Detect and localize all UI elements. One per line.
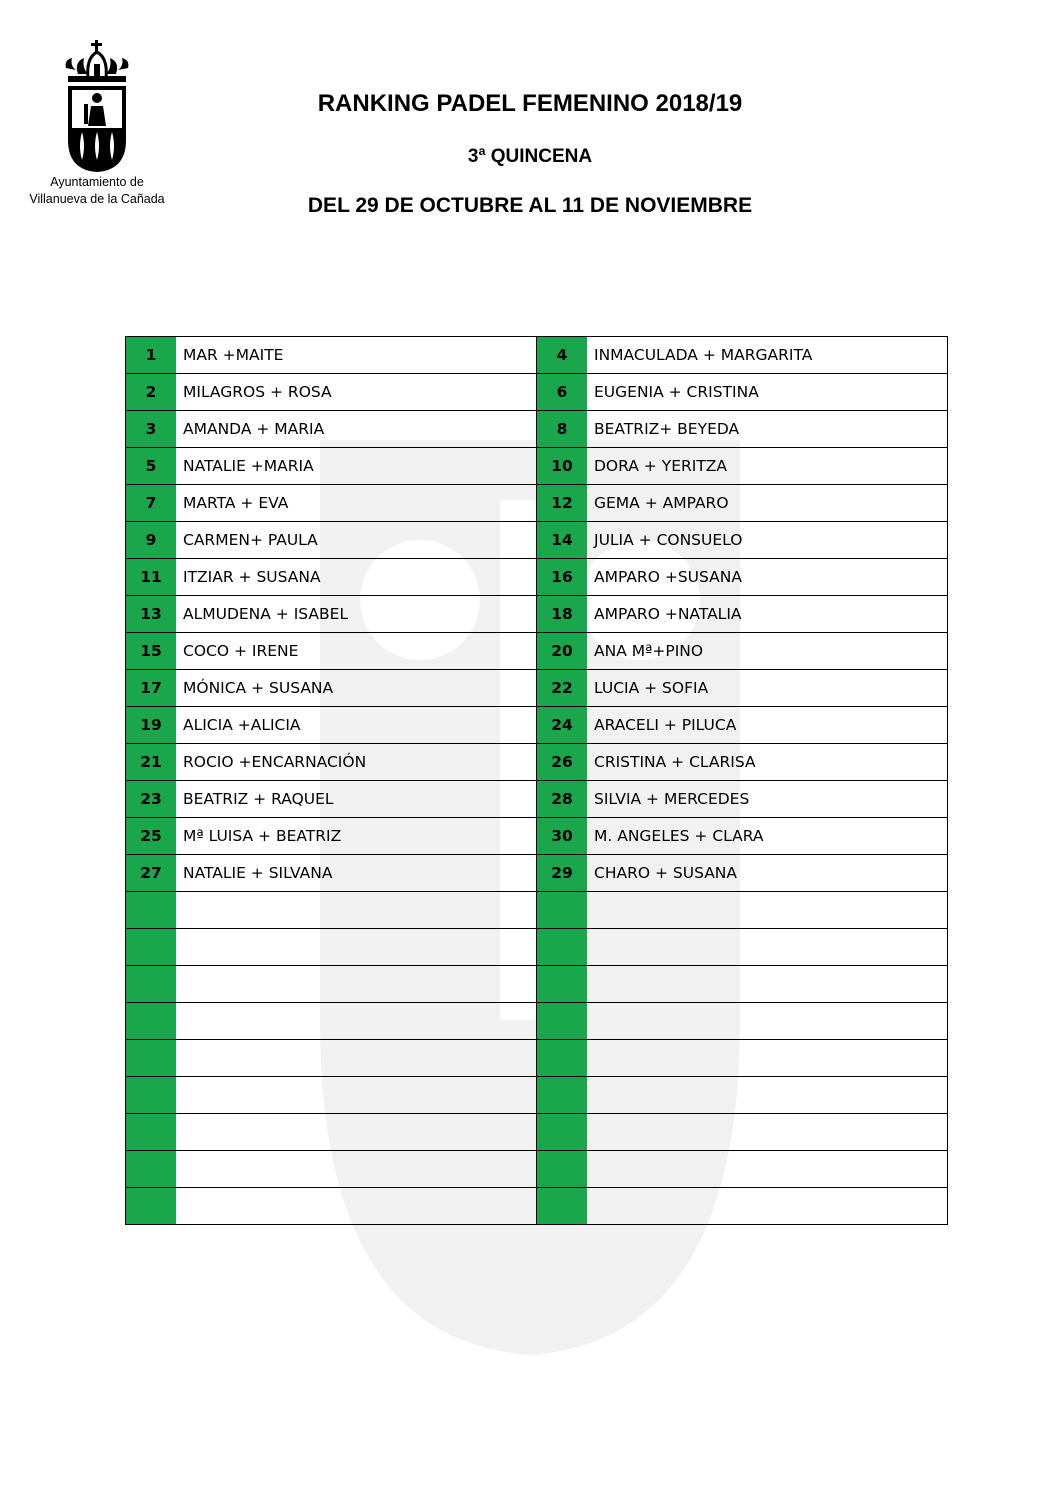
pair-name-left: Mª LUISA + BEATRIZ bbox=[176, 818, 537, 855]
rank-number-left: 9 bbox=[126, 522, 177, 559]
empty-rank-cell bbox=[126, 1151, 177, 1188]
empty-name-cell bbox=[176, 892, 537, 929]
rank-number-right: 8 bbox=[537, 411, 588, 448]
empty-rank-cell bbox=[126, 966, 177, 1003]
empty-name-cell bbox=[176, 1151, 537, 1188]
pair-name-right: ARACELI + PILUCA bbox=[587, 707, 948, 744]
pair-name-right: AMPARO +NATALIA bbox=[587, 596, 948, 633]
rank-number-left: 5 bbox=[126, 448, 177, 485]
table-row bbox=[126, 855, 948, 892]
table-row bbox=[126, 522, 948, 559]
rank-number-left: 27 bbox=[126, 855, 177, 892]
empty-rank-cell bbox=[537, 892, 588, 929]
empty-name-cell bbox=[587, 892, 948, 929]
ranking-table-body bbox=[126, 337, 948, 1225]
date-range: DEL 29 DE OCTUBRE AL 11 DE NOVIEMBRE bbox=[307, 194, 753, 217]
empty-name-cell bbox=[587, 966, 948, 1003]
rank-number-right: 30 bbox=[537, 818, 588, 855]
rank-number-right: 14 bbox=[537, 522, 588, 559]
rank-number-left: 1 bbox=[126, 337, 177, 374]
pair-name-left: ITZIAR + SUSANA bbox=[176, 559, 537, 596]
pair-name-right: SILVIA + MERCEDES bbox=[587, 781, 948, 818]
empty-name-cell bbox=[587, 1077, 948, 1114]
municipal-logo bbox=[16, 38, 178, 208]
rank-number-right: 4 bbox=[537, 337, 588, 374]
table-row bbox=[126, 337, 948, 374]
rank-number-left: 21 bbox=[126, 744, 177, 781]
pair-name-right: GEMA + AMPARO bbox=[587, 485, 948, 522]
empty-table-row bbox=[126, 1003, 948, 1040]
rank-number-right: 16 bbox=[537, 559, 588, 596]
pair-name-right: DORA + YERITZA bbox=[587, 448, 948, 485]
empty-name-cell bbox=[176, 929, 537, 966]
empty-rank-cell bbox=[537, 1114, 588, 1151]
pair-name-left: NATALIE + SILVANA bbox=[176, 855, 537, 892]
pair-name-left: MAR +MAITE bbox=[176, 337, 537, 374]
empty-name-cell bbox=[587, 1040, 948, 1077]
pair-name-left: ALICIA +ALICIA bbox=[176, 707, 537, 744]
empty-name-cell bbox=[176, 1040, 537, 1077]
rank-number-right: 18 bbox=[537, 596, 588, 633]
empty-table-row bbox=[126, 966, 948, 1003]
table-row bbox=[126, 633, 948, 670]
org-name-line1: Ayuntamiento de bbox=[50, 175, 144, 189]
pair-name-right: AMPARO +SUSANA bbox=[587, 559, 948, 596]
pair-name-left: ALMUDENA + ISABEL bbox=[176, 596, 537, 633]
empty-rank-cell bbox=[537, 966, 588, 1003]
empty-name-cell bbox=[176, 1114, 537, 1151]
empty-table-row bbox=[126, 1040, 948, 1077]
table-row bbox=[126, 596, 948, 633]
table-row bbox=[126, 781, 948, 818]
empty-table-row bbox=[126, 1114, 948, 1151]
empty-name-cell bbox=[587, 1151, 948, 1188]
table-row bbox=[126, 485, 948, 522]
empty-name-cell bbox=[176, 966, 537, 1003]
rank-number-left: 7 bbox=[126, 485, 177, 522]
empty-name-cell bbox=[176, 1077, 537, 1114]
table-row bbox=[126, 707, 948, 744]
pair-name-right: M. ANGELES + CLARA bbox=[587, 818, 948, 855]
empty-rank-cell bbox=[126, 929, 177, 966]
empty-rank-cell bbox=[537, 1188, 588, 1225]
empty-table-row bbox=[126, 1188, 948, 1225]
org-name-line2: Villanueva de la Cañada bbox=[29, 192, 165, 206]
pair-name-left: NATALIE +MARIA bbox=[176, 448, 537, 485]
ranking-table bbox=[125, 336, 948, 1225]
pair-name-right: EUGENIA + CRISTINA bbox=[587, 374, 948, 411]
pair-name-left: CARMEN+ PAULA bbox=[176, 522, 537, 559]
rank-number-left: 11 bbox=[126, 559, 177, 596]
page-title: RANKING PADEL FEMENINO 2018/19 bbox=[317, 90, 743, 117]
empty-table-row bbox=[126, 929, 948, 966]
table-row bbox=[126, 448, 948, 485]
rank-number-left: 2 bbox=[126, 374, 177, 411]
rank-number-right: 24 bbox=[537, 707, 588, 744]
empty-name-cell bbox=[587, 1003, 948, 1040]
rank-number-left: 23 bbox=[126, 781, 177, 818]
empty-rank-cell bbox=[126, 1188, 177, 1225]
rank-number-right: 29 bbox=[537, 855, 588, 892]
empty-rank-cell bbox=[126, 892, 177, 929]
empty-rank-cell bbox=[126, 1003, 177, 1040]
empty-rank-cell bbox=[537, 1077, 588, 1114]
coat-of-arms-icon bbox=[58, 38, 136, 174]
table-row bbox=[126, 670, 948, 707]
pair-name-left: MARTA + EVA bbox=[176, 485, 537, 522]
rank-number-left: 25 bbox=[126, 818, 177, 855]
empty-name-cell bbox=[587, 1188, 948, 1225]
rank-number-left: 3 bbox=[126, 411, 177, 448]
pair-name-left: ROCIO +ENCARNACIÓN bbox=[176, 744, 537, 781]
table-row bbox=[126, 559, 948, 596]
rank-number-left: 13 bbox=[126, 596, 177, 633]
empty-table-row bbox=[126, 892, 948, 929]
pair-name-left: MILAGROS + ROSA bbox=[176, 374, 537, 411]
rank-number-right: 22 bbox=[537, 670, 588, 707]
page-subtitle: 3ª QUINCENA bbox=[467, 146, 593, 167]
pair-name-right: CRISTINA + CLARISA bbox=[587, 744, 948, 781]
rank-number-right: 6 bbox=[537, 374, 588, 411]
pair-name-right: INMACULADA + MARGARITA bbox=[587, 337, 948, 374]
empty-rank-cell bbox=[126, 1114, 177, 1151]
pair-name-right: BEATRIZ+ BEYEDA bbox=[587, 411, 948, 448]
empty-rank-cell bbox=[537, 1003, 588, 1040]
pair-name-right: CHARO + SUSANA bbox=[587, 855, 948, 892]
empty-name-cell bbox=[176, 1188, 537, 1225]
empty-rank-cell bbox=[537, 929, 588, 966]
rank-number-left: 19 bbox=[126, 707, 177, 744]
empty-table-row bbox=[126, 1077, 948, 1114]
rank-number-right: 20 bbox=[537, 633, 588, 670]
rank-number-right: 26 bbox=[537, 744, 588, 781]
rank-number-right: 28 bbox=[537, 781, 588, 818]
pair-name-right: JULIA + CONSUELO bbox=[587, 522, 948, 559]
pair-name-right: ANA Mª+PINO bbox=[587, 633, 948, 670]
empty-rank-cell bbox=[126, 1040, 177, 1077]
empty-name-cell bbox=[587, 929, 948, 966]
pair-name-left: AMANDA + MARIA bbox=[176, 411, 537, 448]
empty-rank-cell bbox=[537, 1040, 588, 1077]
table-row bbox=[126, 818, 948, 855]
rank-number-right: 10 bbox=[537, 448, 588, 485]
empty-rank-cell bbox=[537, 1151, 588, 1188]
table-row bbox=[126, 374, 948, 411]
table-row bbox=[126, 744, 948, 781]
pair-name-left: MÓNICA + SUSANA bbox=[176, 670, 537, 707]
empty-name-cell bbox=[587, 1114, 948, 1151]
table-row bbox=[126, 411, 948, 448]
empty-name-cell bbox=[176, 1003, 537, 1040]
rank-number-left: 15 bbox=[126, 633, 177, 670]
pair-name-right: LUCIA + SOFIA bbox=[587, 670, 948, 707]
rank-number-left: 17 bbox=[126, 670, 177, 707]
pair-name-left: BEATRIZ + RAQUEL bbox=[176, 781, 537, 818]
rank-number-right: 12 bbox=[537, 485, 588, 522]
empty-rank-cell bbox=[126, 1077, 177, 1114]
empty-table-row bbox=[126, 1151, 948, 1188]
pair-name-left: COCO + IRENE bbox=[176, 633, 537, 670]
